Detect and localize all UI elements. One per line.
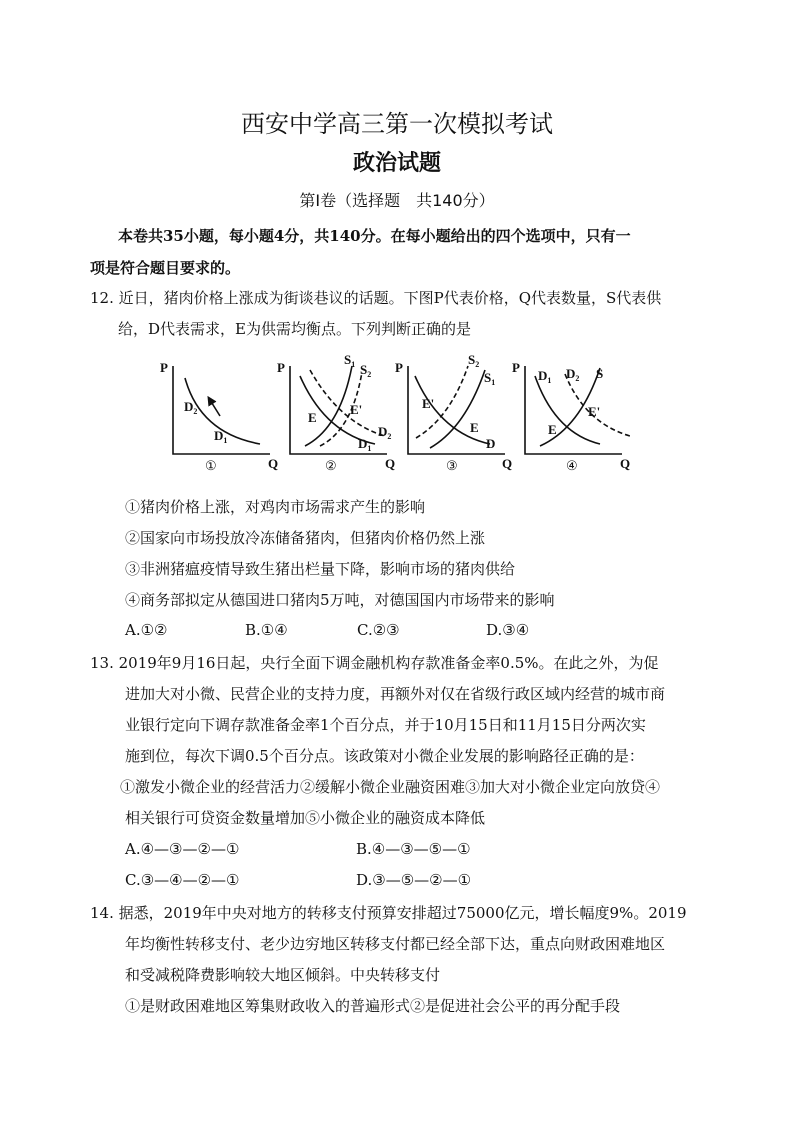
graph1-shift-arrow bbox=[210, 400, 220, 416]
graph4-label-e: E bbox=[548, 422, 557, 437]
q12-stem-line-2: 给，D代表需求，E为供需均衡点。下列判断正确的是 bbox=[118, 320, 471, 338]
q13-statements-line-1: ①激发小微企业的经营活力②缓解小微企业融资困难③加大对小微企业定向放贷④ bbox=[120, 778, 661, 796]
q13-option-c: C.③—④—②—① bbox=[125, 871, 240, 889]
graph2-label-p: P bbox=[277, 360, 285, 375]
graph3-label-e: E bbox=[470, 420, 479, 435]
graph2-label-d2: $D_2$ bbox=[378, 424, 392, 441]
graph3-label-q: Q bbox=[502, 456, 513, 471]
graph4-label-q: Q bbox=[620, 456, 631, 471]
graph2-label-e-prime: E' bbox=[350, 402, 363, 417]
graph3-label-p: P bbox=[395, 360, 403, 375]
graph1-label-p: P bbox=[160, 360, 168, 375]
q12-statement-2: ②国家向市场投放冷冻储备猪肉，但猪肉价格仍然上涨 bbox=[125, 529, 486, 547]
q12-statement-4: ④商务部拟定从德国进口猪肉5万吨，对德国国内市场带来的影响 bbox=[125, 591, 555, 609]
graph3-label-s2: $S_2$ bbox=[468, 352, 480, 369]
q14-stem-line-3: 和受减税降费影响较大地区倾斜。中央转移支付 bbox=[125, 966, 441, 984]
q14-statement: ①是财政困难地区筹集财政收入的普遍形式②是促进社会公平的再分配手段 bbox=[125, 997, 621, 1015]
graph2-curve-s1 bbox=[305, 366, 352, 446]
q12-statement-3: ③非洲猪瘟疫情导致生猪出栏量下降，影响市场的猪肉供给 bbox=[125, 560, 516, 578]
graph1-label-d1: $D_1$ bbox=[214, 428, 228, 445]
graph1-number: ① bbox=[205, 458, 217, 473]
q14-stem-line-1: 14. 据悉，2019年中央对地方的转移支付预算安排超过75000亿元，增长幅度9%。2019 bbox=[90, 904, 687, 922]
graph2-label-s1: $S_1$ bbox=[344, 352, 356, 369]
q13-stem-line-2: 进加大对小微、民营企业的支持力度，再额外对仅在省级行政区域内经营的城市商 bbox=[125, 685, 666, 703]
q13-stem-line-1: 13. 2019年9月16日起，央行全面下调金融机构存款准备金率0.5%。在此之外，为促 bbox=[90, 654, 659, 672]
graph4-label-d1: $D_1$ bbox=[538, 368, 552, 385]
q12-stem-line-1: 12. 近日，猪肉价格上涨成为街谈巷议的话题。下图P代表价格，Q代表数量，S代表供 bbox=[90, 289, 662, 307]
q12-option-b: B.①④ bbox=[245, 621, 288, 639]
instructions-line-2: 项是符合题目要求的。 bbox=[90, 259, 241, 277]
graph3-label-s1: $S_1$ bbox=[484, 370, 496, 387]
section-heading: 第Ⅰ卷（选择题 共140分） bbox=[299, 191, 495, 210]
graph3-number: ③ bbox=[446, 458, 458, 473]
graph1-label-d2: $D_2$ bbox=[184, 399, 198, 416]
q12-option-a: A.①② bbox=[125, 621, 168, 639]
exam-title: 西安中学高三第一次模拟考试 bbox=[241, 110, 553, 138]
q12-supply-demand-graphs bbox=[140, 348, 640, 478]
q13-statements-line-2: 相关银行可贷资金数量增加⑤小微企业的融资成本降低 bbox=[125, 809, 486, 827]
q14-stem-line-2: 年均衡性转移支付、老少边穷地区转移支付都已经全部下达，重点向财政困难地区 bbox=[125, 935, 666, 953]
graph3-curve-s1 bbox=[430, 370, 485, 448]
graph2-label-e: E bbox=[308, 410, 317, 425]
q13-stem-line-3: 业银行定向下调存款准备金率1个百分点，并于10月15日和11月15日分两次实 bbox=[125, 716, 646, 734]
q13-option-b: B.④—③—⑤—① bbox=[356, 840, 471, 858]
graph4-label-d2: $D_2$ bbox=[566, 366, 580, 383]
graph2-label-q: Q bbox=[385, 456, 396, 471]
graph3-label-d: D bbox=[486, 436, 496, 451]
graph4-label-s: S bbox=[596, 366, 604, 381]
graph4-label-p: P bbox=[512, 360, 520, 375]
graph2-curve-d2 bbox=[310, 370, 385, 436]
q12-option-d: D.③④ bbox=[486, 621, 530, 639]
graph2-number: ② bbox=[325, 458, 337, 473]
graph4-label-e-prime: E' bbox=[588, 404, 601, 419]
graph2-label-s2: $S_2$ bbox=[360, 362, 372, 379]
q12-option-c: C.②③ bbox=[357, 621, 400, 639]
graph3-label-e-prime: E' bbox=[422, 396, 435, 411]
instructions-line-1: 本卷共35小题，每小题4分，共140分。在每小题给出的四个选项中，只有一 bbox=[118, 227, 631, 245]
graph4-number: ④ bbox=[566, 458, 578, 473]
graph2-label-d1: $D_1$ bbox=[358, 436, 372, 453]
q13-option-a: A.④—③—②—① bbox=[125, 840, 240, 858]
q13-option-d: D.③—⑤—②—① bbox=[356, 871, 472, 889]
q12-statement-1: ①猪肉价格上涨，对鸡肉市场需求产生的影响 bbox=[125, 498, 426, 516]
exam-subtitle: 政治试题 bbox=[352, 151, 441, 176]
graph1-label-q: Q bbox=[268, 456, 279, 471]
q13-stem-line-4: 施到位，每次下调0.5个百分点。该政策对小微企业发展的影响路径正确的是： bbox=[125, 747, 644, 765]
